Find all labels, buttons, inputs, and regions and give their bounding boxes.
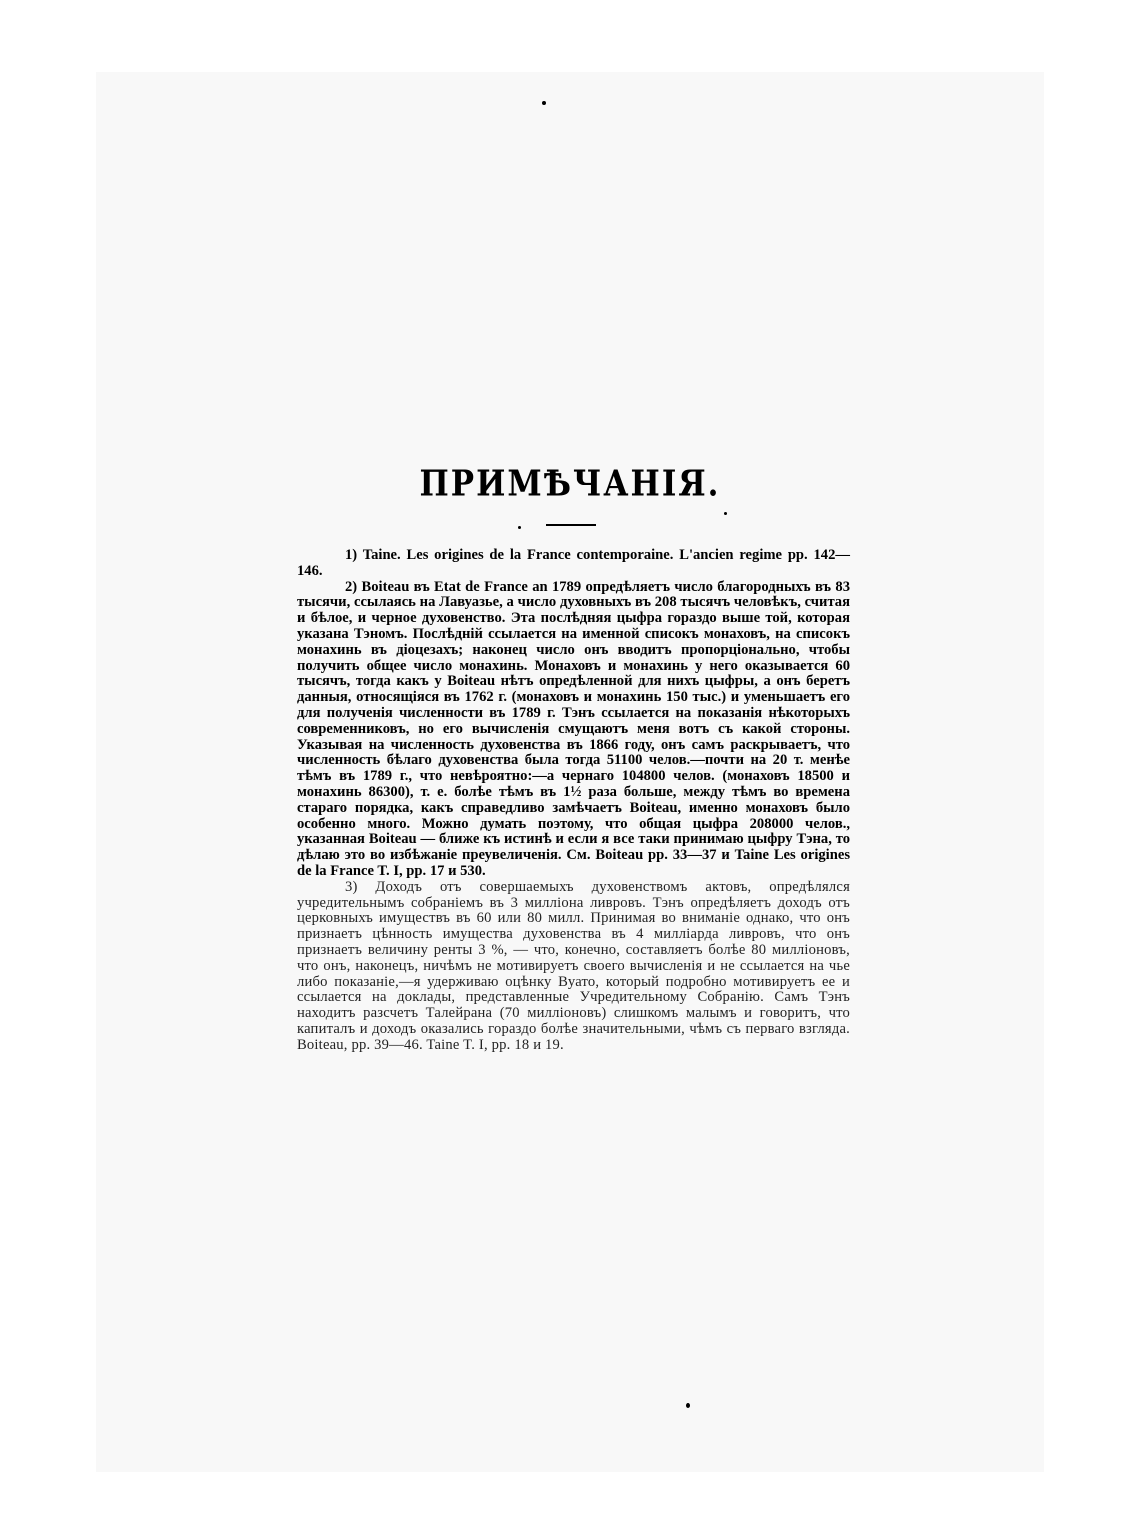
scan-speck	[724, 512, 727, 515]
scan-speck	[542, 101, 546, 105]
scan-speck	[518, 526, 521, 529]
notes-section	[297, 548, 850, 1054]
note-2: 2) Boiteau въ Etat de France an 1789 опредѣляетъ число благородныхъ въ 83 тысячи, ссылаясь на Лавуазье, а число духовныхъ въ 208 тысячъ человѣкъ, считая и бѣлое, и черное духовенство. Эта послѣдняя цыфра гораздо выше той, которая указана Тэномъ. Послѣдній ссылается на именной списокъ монаховъ, на списокъ монахинь въ діоцезахъ; наконец число онъ вводитъ пропорціонально, чтобы получить общее число монахинь. Монаховъ и монахинь у него оказывается 60 тысячъ, тогда какъ у Boiteau нѣтъ опредѣленной для нихъ цыфры, а онъ беретъ данныя, относящіяся въ 1762 г. (монаховъ и монахинь 150 тыс.) и уменьшаетъ его для полученія численности въ 1789 г. Тэнъ ссылается на показанія нѣкоторыхъ современниковъ, но его вычисленія смущаютъ меня вотъ съ какой стороны. Указывая на численность духовенства въ 1866 году, онъ самъ раскрываетъ, что численность бѣлаго духовенства была тогда 51100 челов.—почти на 20 т. менѣе тѣмъ въ 1789 г., что невѣроятно:—а чернаго 104800 челов. (монаховъ 18500 и монахинь 86300), т. е. болѣе тѣмъ въ 1½ раза больше, между тѣмъ во времена стараго порядка, какъ справедливо замѣчаетъ Boiteau, именно монаховъ было особенно много. Можно думать поэтому, что общая цыфра 208000 челов., указанная Boiteau — ближе къ истинѣ и если я все таки принимаю цыфру Тэна, то дѣлаю это во избѣжаніе преувеличенія. См. Boiteau pp. 33—37 и Taine Les origines de la France T. I, pp. 17 и 530.	[297, 578, 850, 879]
note-3: 3) Доходъ отъ совершаемыхъ духовенствомъ актовъ, опредѣлялся учредительнымъ собраніемъ въ 3 милліона ливровъ. Тэнъ опредѣляетъ доходъ отъ церковныхъ имуществъ въ 60 или 80 милл. Принимая во вниманіе однако, что онъ признаетъ цѣнность имущества духовенства въ 4 милліарда ливровъ, что онъ признаетъ величину ренты 3 %, — что, конечно, составляетъ болѣе 80 милліоновъ, что онъ, наконецъ, ничѣмъ не мотивируетъ своего вычисленія и не ссылается на чье либо показаніе,—я удерживаю оцѣнку Вуато, который подробно мотивируетъ ее и ссылается на доклады, представленные Учредительному Собранію. Самъ Тэнъ находитъ разсчетъ Талейрана (70 милліоновъ) слишкомъ малымъ и говоритъ, что капиталъ и доходъ оказались гораздо болѣе значительными, чѣмъ съ перваго взгляда. Boiteau, pp. 39—46. Taine T. I, pp. 18 и 19.	[297, 878, 850, 1053]
note-1: 1) Taine. Les origines de la France contemporaine. L'ancien regime pp. 142—146.	[297, 547, 850, 579]
scan-speck	[686, 1403, 690, 1408]
title-divider	[546, 524, 596, 526]
page-title: ПРИМѢЧАНІЯ.	[419, 463, 721, 505]
